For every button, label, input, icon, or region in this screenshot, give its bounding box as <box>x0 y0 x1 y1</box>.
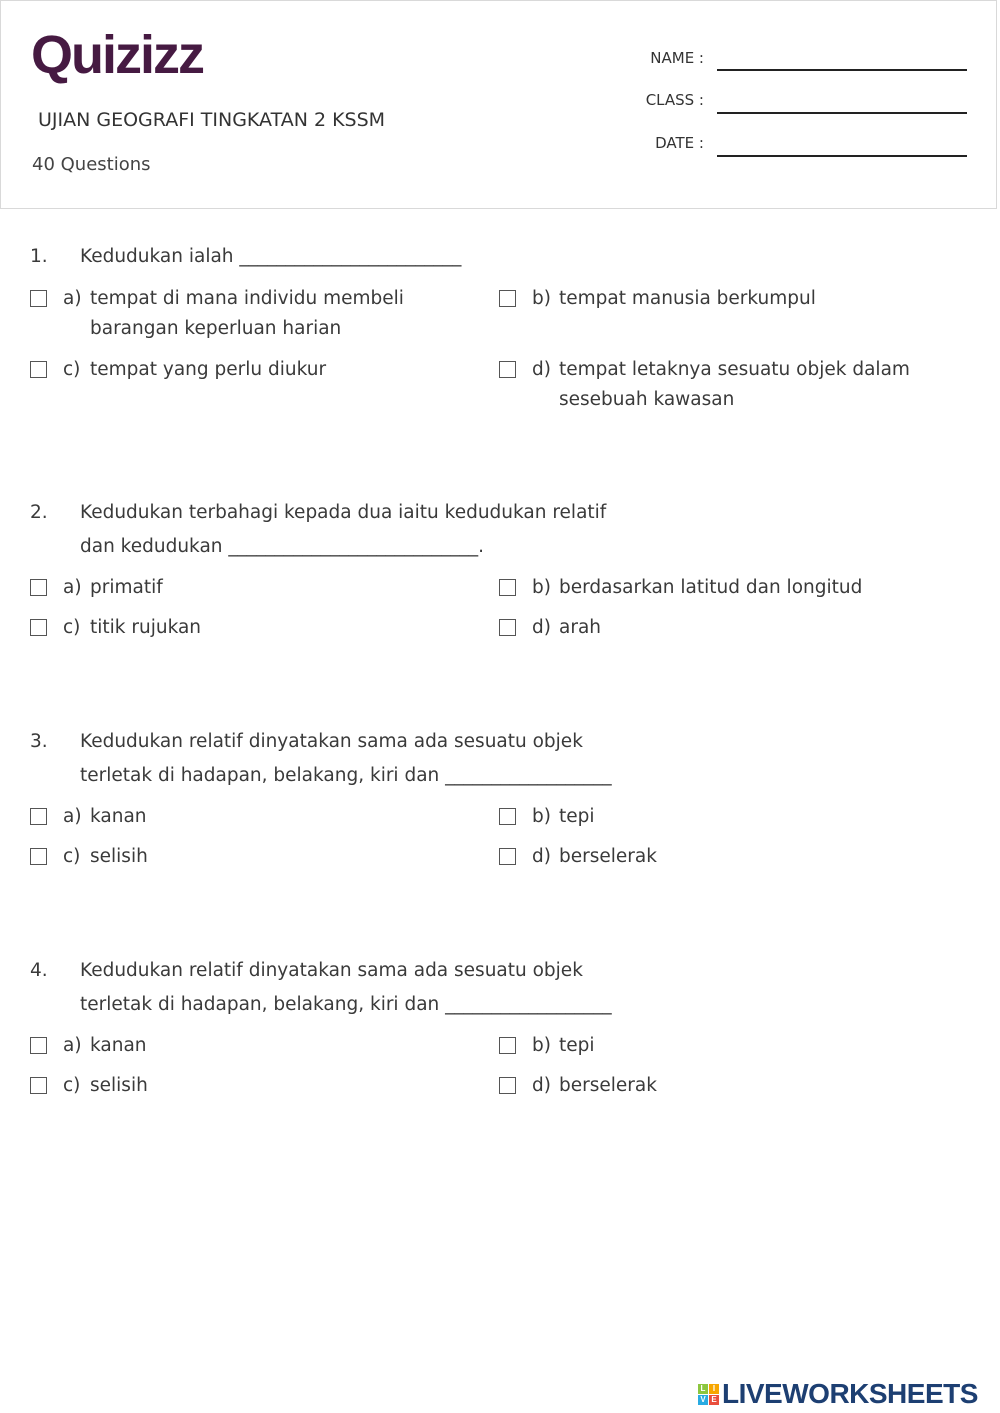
worksheet-header <box>0 0 997 209</box>
checkbox[interactable] <box>30 848 47 865</box>
option-letter: c) <box>63 1075 81 1096</box>
option-letter: a) <box>63 1035 82 1056</box>
checkbox[interactable] <box>30 290 47 307</box>
option-letter: d) <box>532 359 551 380</box>
option-text: berselerak <box>559 846 657 867</box>
checkbox[interactable] <box>30 361 47 378</box>
option-text: selisih <box>90 846 148 867</box>
worksheet-title: UJIAN GEOGRAFI TINGKATAN 2 KSSM <box>38 109 386 131</box>
question-number: 2. <box>30 502 48 523</box>
option-letter: b) <box>532 577 551 598</box>
checkbox[interactable] <box>499 1077 516 1094</box>
checkbox[interactable] <box>499 290 516 307</box>
checkbox[interactable] <box>499 579 516 596</box>
option-text: tempat manusia berkumpul <box>559 288 816 309</box>
date-line[interactable] <box>717 155 967 157</box>
option-text: arah <box>559 617 602 638</box>
option-text: kanan <box>90 1035 147 1056</box>
live-icon: L I V E <box>698 1384 719 1405</box>
checkbox[interactable] <box>30 579 47 596</box>
option-letter: a) <box>63 577 82 598</box>
option-text: tepi <box>559 1035 595 1056</box>
question-number: 4. <box>30 960 48 981</box>
option-letter: c) <box>63 846 81 867</box>
question-text: Kedudukan relatif dinyatakan sama ada sesuatu objek terletak di hadapan, belakang, kiri dan __________________ <box>80 731 612 786</box>
option-letter: d) <box>532 1075 551 1096</box>
question-text: Kedudukan terbahagi kepada dua iaitu kedudukan relatif dan kedudukan ___________________________. <box>80 502 607 557</box>
option-letter: c) <box>63 617 81 638</box>
checkbox[interactable] <box>30 808 47 825</box>
option-letter: b) <box>532 806 551 827</box>
name-line[interactable] <box>717 69 967 71</box>
option-letter: d) <box>532 846 551 867</box>
quizizz-logo: Quizizz <box>31 25 203 85</box>
option-text: titik rujukan <box>90 617 202 638</box>
option-letter: a) <box>63 806 82 827</box>
option-letter: d) <box>532 617 551 638</box>
option-text: berselerak <box>559 1075 657 1096</box>
option-letter: b) <box>532 288 551 309</box>
checkbox[interactable] <box>30 619 47 636</box>
class-label: CLASS : <box>645 91 704 109</box>
question-text: Kedudukan ialah ________________________ <box>80 246 462 267</box>
option-text: tempat di mana individu membeli barangan keperluan harian <box>90 288 404 339</box>
question-text: Kedudukan relatif dinyatakan sama ada sesuatu objek terletak di hadapan, belakang, kiri dan __________________ <box>80 960 612 1015</box>
option-text: tepi <box>559 806 595 827</box>
checkbox[interactable] <box>499 619 516 636</box>
checkbox[interactable] <box>30 1037 47 1054</box>
checkbox[interactable] <box>499 808 516 825</box>
question-number: 1. <box>30 246 48 267</box>
option-letter: c) <box>63 359 81 380</box>
option-text: primatif <box>90 577 163 598</box>
option-text: tempat yang perlu diukur <box>90 359 327 380</box>
checkbox[interactable] <box>499 361 516 378</box>
option-letter: a) <box>63 288 82 309</box>
option-text: selisih <box>90 1075 148 1096</box>
date-label: DATE : <box>655 134 704 152</box>
checkbox[interactable] <box>499 848 516 865</box>
option-text: berdasarkan latitud dan longitud <box>559 577 863 598</box>
question-number: 3. <box>30 731 48 752</box>
checkbox[interactable] <box>499 1037 516 1054</box>
option-letter: b) <box>532 1035 551 1056</box>
question-count: 40 Questions <box>32 154 151 175</box>
checkbox[interactable] <box>30 1077 47 1094</box>
option-text: tempat letaknya sesuatu objek dalam sesebuah kawasan <box>559 359 910 410</box>
name-label: NAME : <box>650 49 704 67</box>
liveworksheets-logo <box>698 1378 978 1410</box>
liveworksheets-brand: LIVEWORKSHEETS <box>722 1378 978 1409</box>
class-line[interactable] <box>717 112 967 114</box>
option-text: kanan <box>90 806 147 827</box>
